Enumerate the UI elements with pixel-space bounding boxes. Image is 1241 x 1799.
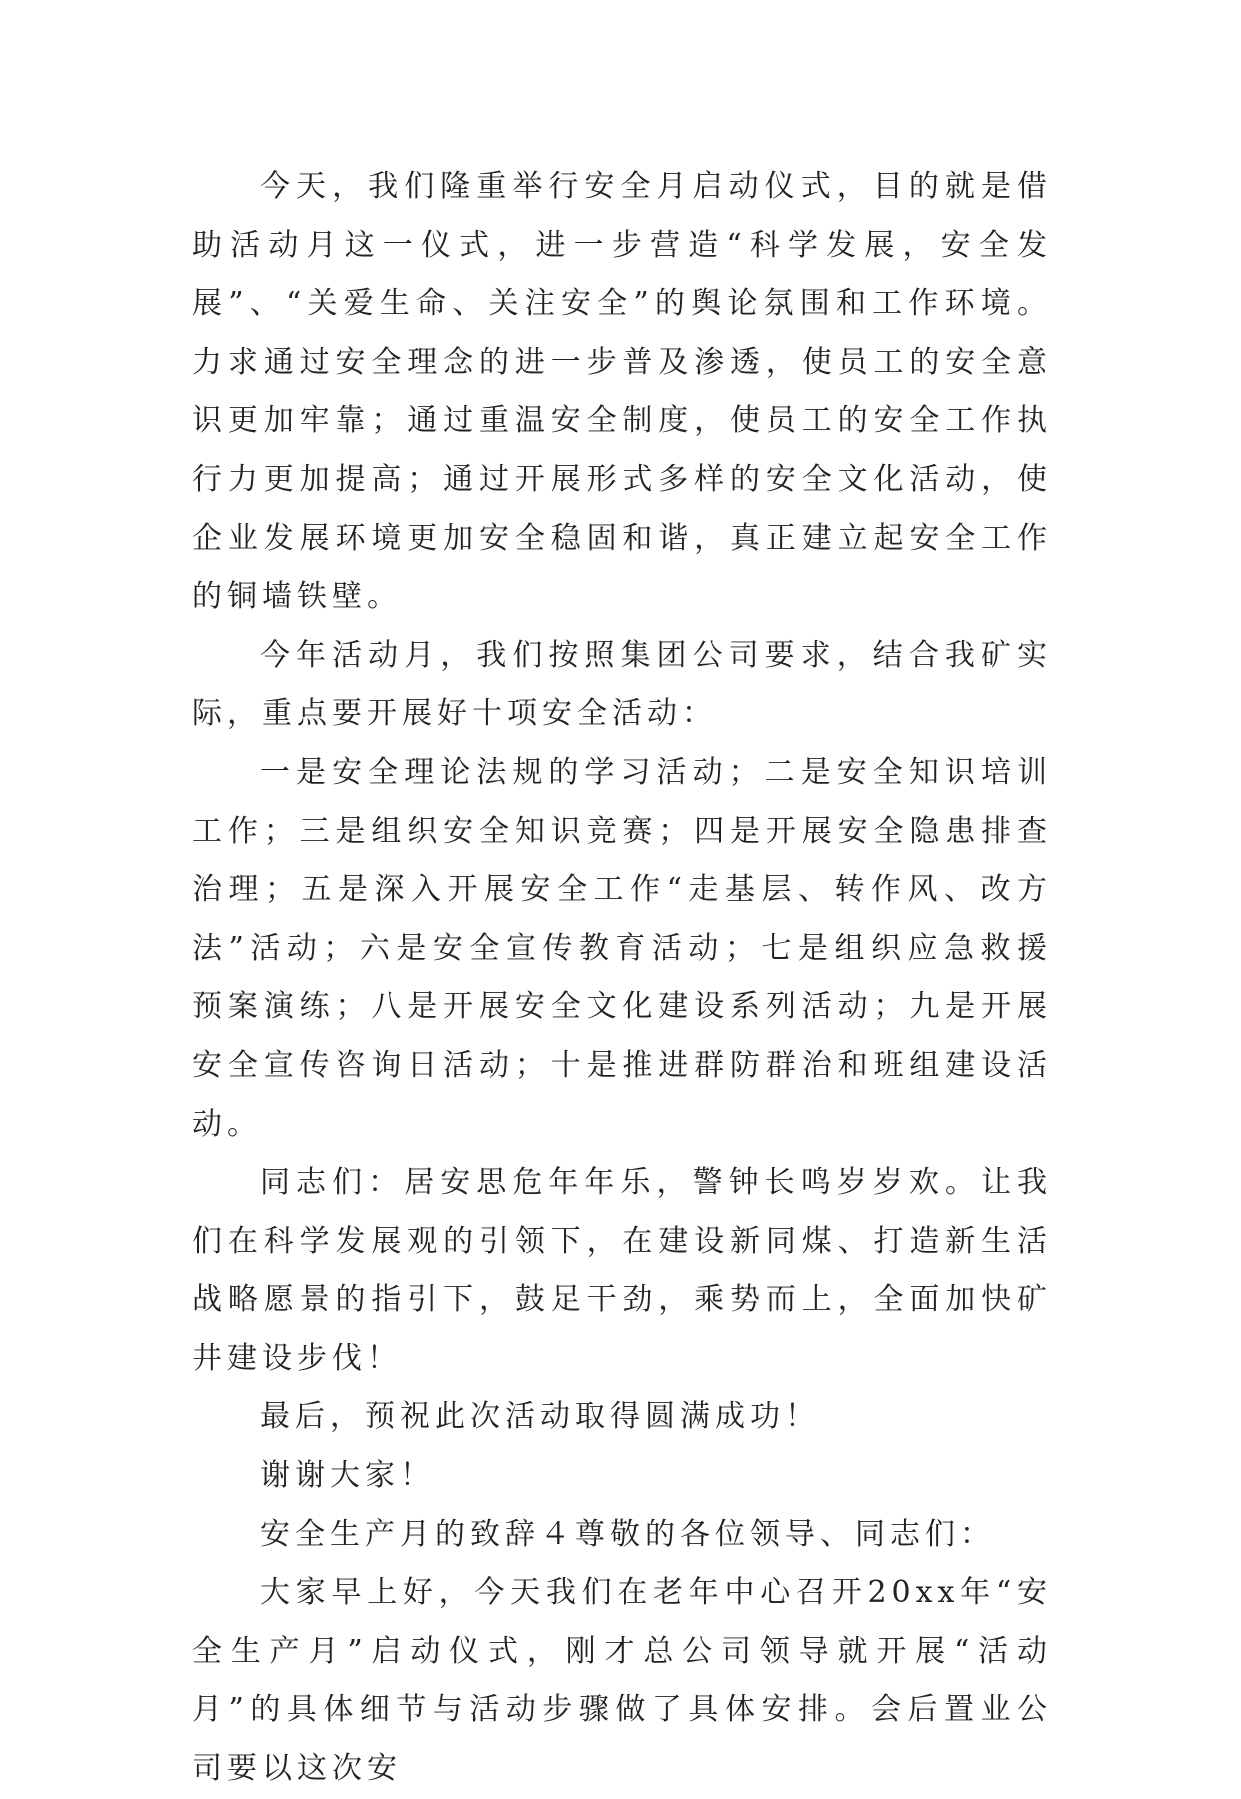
paragraph-5: 最后，预祝此次活动取得圆满成功！ xyxy=(260,1399,820,1435)
paragraph-3: 一是安全理论法规的学习活动；二是安全知识培训工作；三是组织安全知识竞赛；四是开展安全隐患排查治理；五是深入开展安全工作“走基层、转作风、改方法”活动；六是安全宣传教育活动；七是组织应急救援预案演练；八是开展安全文化建设系列活动；九是开展安全宣传咨询日活动；十是推进群防群治和班组建设活动。 xyxy=(192,754,1052,1142)
paragraph-4: 同志们：居安思危年年乐，警钟长鸣岁岁欢。让我们在科学发展观的引领下，在建设新同煤、打造新生活战略愿景的指引下，鼓足干劲，乘势而上，全面加快矿井建设步伐！ xyxy=(192,1165,1052,1376)
document-body xyxy=(192,158,1052,1799)
paragraph-1: 今天，我们隆重举行安全月启动仪式，目的就是借助活动月这一仪式，进一步营造“科学发展，安全发展”、“关爱生命、关注安全”的舆论氛围和工作环境。力求通过安全理念的进一步普及渗透，使员工的安全意识更加牢靠；通过重温安全制度，使员工的安全工作执行力更加提高；通过开展形式多样的安全文化活动，使企业发展环境更加安全稳固和谐，真正建立起安全工作的铜墙铁壁。 xyxy=(192,169,1052,615)
paragraph-6: 谢谢大家！ xyxy=(260,1458,435,1494)
paragraph-2: 今年活动月，我们按照集团公司要求，结合我矿实际，重点要开展好十项安全活动： xyxy=(192,637,1052,732)
paragraph-7: 安全生产月的致辞４尊敬的各位领导、同志们： xyxy=(260,1516,995,1552)
paragraph-8: 大家早上好，今天我们在老年中心召开20xx年“安全生产月”启动仪式，刚才总公司领导就开展“活动月”的具体细节与活动步骤做了具体安排。会后置业公司要以这次安 xyxy=(192,1575,1052,1787)
